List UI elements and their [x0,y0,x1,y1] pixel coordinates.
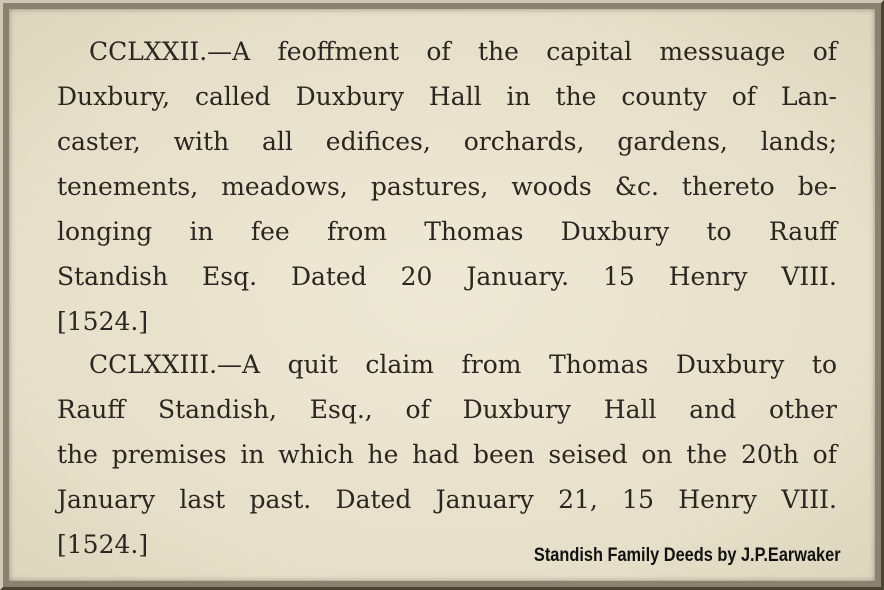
deed-entry-cclxxii [57,29,837,344]
date-bracket: [1524.] [57,530,149,559]
text-line: Rauff Standish, Esq., of Duxbury Hall and other [57,395,837,424]
text-line: the premises in which he had been seised on the 20th of [57,440,837,469]
date-bracket: [1524.] [57,307,149,336]
document-page [9,9,875,581]
text-line: longing in fee from Thomas Duxbury to Rauff [57,217,837,246]
text-line: Duxbury, called Duxbury Hall in the county of Lan- [57,82,837,111]
text-line: tenements, meadows, pastures, woods &c. thereto be- [57,172,837,201]
text-line: January last past. Dated January 21, 15 Henry VIII. [57,485,837,514]
text-line: Standish Esq. Dated 20 January. 15 Henry VIII. [57,262,837,291]
text-line: CCLXXIII.—A quit claim from Thomas Duxbury to [89,350,837,379]
text-line: CCLXXII.—A feoffment of the capital messuage of [89,37,837,66]
text-line: caster, with all edifices, orchards, gardens, lands; [57,127,837,156]
caption: Standish Family Deeds by J.P.Earwaker [534,545,841,566]
deed-entry-cclxxiii [57,342,837,567]
